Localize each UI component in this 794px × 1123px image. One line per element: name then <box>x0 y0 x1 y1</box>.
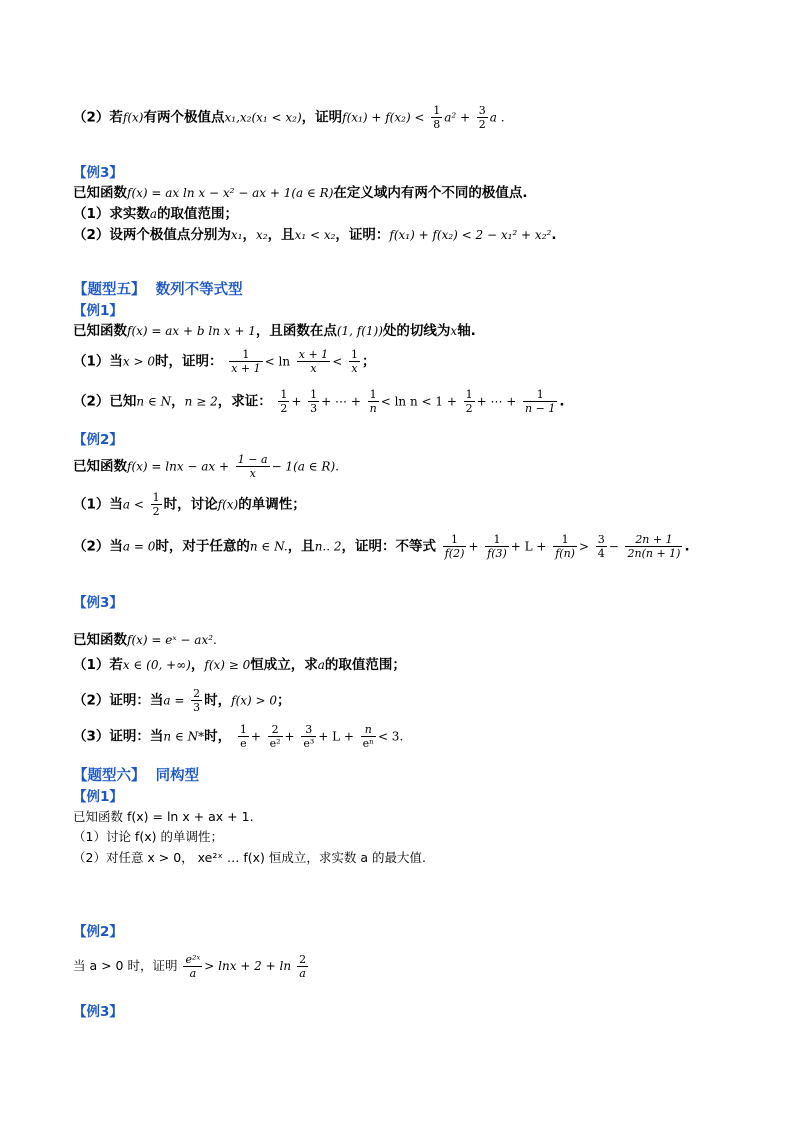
math-expr: − 1(a ∈ R). <box>271 459 339 474</box>
section-tag: 【题型六】 <box>73 768 146 784</box>
math-expr: n ∈ N <box>136 394 172 409</box>
denominator: 2 <box>280 402 288 415</box>
math-expr: < <box>332 354 343 369</box>
denominator: x <box>351 362 358 375</box>
question-line <box>73 348 375 375</box>
math-expr: f(x) = lnx − ax + <box>127 459 230 474</box>
example-label: 【例3】 <box>73 165 123 181</box>
math-expr: f(x) = ax ln x − x² − ax + 1(a ∈ R) <box>127 186 334 200</box>
text: ，证明：不等式 <box>341 538 436 555</box>
denominator: e³ <box>303 737 315 750</box>
math-expr: > lnx + 2 + ln <box>204 959 292 973</box>
text: （3）证明：当 <box>73 728 164 745</box>
math-expr: + <box>250 729 261 744</box>
question-line <box>73 687 291 714</box>
math-expr: x₁ <box>230 228 243 242</box>
denominator: 3 <box>310 402 318 415</box>
given-line <box>73 322 476 340</box>
given-line <box>73 184 528 202</box>
question-line <box>73 205 238 223</box>
denominator: 2 <box>152 505 160 518</box>
question-line <box>73 491 306 518</box>
question-line: （2）对任意 x > 0， xe²ˣ … f(x) 恒成立，求实数 a 的最大值. <box>73 850 426 865</box>
numerator: 1 − a <box>237 453 268 466</box>
text: ； <box>361 353 376 370</box>
denominator: f(3) <box>487 547 507 560</box>
section-title: 数列不等式型 <box>155 282 243 298</box>
text: . <box>559 393 565 410</box>
numerator: 3 <box>478 104 486 117</box>
math-expr: + ⋯ + <box>321 394 361 409</box>
example-label: 【例2】 <box>73 432 123 448</box>
text: （1）当 <box>73 496 123 513</box>
question-line <box>73 656 406 674</box>
denominator: f(2) <box>444 547 465 560</box>
denominator: 4 <box>597 547 605 560</box>
math-expr: a <box>149 207 158 221</box>
section-title: 同构型 <box>155 768 200 784</box>
text: 有两个极值点 <box>143 109 225 126</box>
example-label: 【例1】 <box>73 303 123 319</box>
text: . <box>551 227 557 243</box>
given-line <box>73 453 339 480</box>
math-expr: + <box>468 539 479 554</box>
fraction <box>268 723 283 750</box>
math-expr: a . <box>489 110 505 125</box>
numerator: 1 <box>310 388 318 401</box>
text: ， <box>190 657 205 673</box>
math-expr: n ≥ 2 <box>184 394 218 409</box>
fraction <box>236 453 270 480</box>
denominator: n − 1 <box>525 402 556 415</box>
text: ， <box>171 393 185 410</box>
text: 轴. <box>457 323 476 339</box>
numerator: 1 <box>465 388 473 401</box>
math-expr: f(x) <box>122 110 144 125</box>
fraction <box>229 348 262 375</box>
given-line: 已知函数 f(x) = ln x + ax + 1. <box>73 809 254 824</box>
question-line <box>73 953 310 980</box>
fraction <box>349 348 360 375</box>
fraction <box>301 723 316 750</box>
text: ， <box>242 227 256 243</box>
section-heading <box>73 281 243 299</box>
denominator: eⁿ <box>362 737 374 750</box>
text: （2）当 <box>73 538 123 555</box>
denominator: a <box>299 967 306 980</box>
text: 时，证明： <box>155 353 223 370</box>
numerator: 1 <box>280 388 288 401</box>
part2-top-line <box>73 104 505 131</box>
math-expr: x > 0 <box>122 354 155 369</box>
fraction <box>596 533 607 560</box>
math-expr: f(x) > 0 <box>231 693 278 708</box>
example-label: 【例3】 <box>73 595 123 611</box>
math-expr: x ∈ (0, +∞) <box>122 658 191 672</box>
fraction <box>368 388 379 415</box>
text: . <box>684 538 690 555</box>
fraction <box>151 491 162 518</box>
denominator: e <box>240 737 247 750</box>
math-expr: < ln n < 1 + <box>380 394 457 409</box>
text: 恒成立，求 <box>250 657 318 673</box>
fraction <box>183 953 202 980</box>
text: ，且函数在点 <box>255 323 337 339</box>
numerator: 1 <box>553 533 577 547</box>
math-expr: + L + <box>510 539 547 554</box>
text: 已知函数 <box>73 185 127 201</box>
math-expr: a = 0 <box>122 539 156 554</box>
math-expr: > <box>578 539 590 554</box>
math-expr: x <box>450 324 458 338</box>
text: 处的切线为 <box>382 323 451 339</box>
fraction <box>485 533 509 560</box>
math-expr: n ∈ N* <box>163 729 205 744</box>
denominator: 2 <box>478 118 486 131</box>
text: （1）当 <box>73 353 123 370</box>
example-label: 【例1】 <box>73 789 123 805</box>
text: ，证明 <box>301 109 343 126</box>
numerator: 3 <box>301 723 316 737</box>
math-expr: x₂ <box>255 228 268 242</box>
text: ，证明： <box>335 227 390 243</box>
text: 已知函数 <box>73 458 127 475</box>
numerator: 1 <box>433 104 441 117</box>
math-expr: + <box>284 729 295 744</box>
text: 的取值范围； <box>324 657 406 673</box>
fraction <box>553 533 577 560</box>
numerator: 1 <box>152 491 160 504</box>
denominator: x <box>249 467 256 480</box>
text: （1）求实数 <box>73 206 150 222</box>
question-line <box>73 533 690 560</box>
numerator: 2 <box>268 723 283 737</box>
fraction <box>523 388 557 415</box>
numerator: 2 <box>299 953 307 966</box>
text: （1）若 <box>73 657 123 673</box>
fraction <box>238 723 249 750</box>
math-expr: x₁,x₂(x₁ < x₂) <box>224 110 302 125</box>
denominator: x + 1 <box>231 362 261 375</box>
math-expr: f(x) = eˣ − ax². <box>127 633 217 647</box>
denominator: 8 <box>433 118 441 131</box>
fraction <box>361 723 376 750</box>
numerator: 3 <box>597 533 605 546</box>
section-heading <box>73 767 199 785</box>
fraction <box>464 388 475 415</box>
fraction <box>431 104 442 131</box>
fraction <box>625 533 682 560</box>
question-line <box>73 388 564 415</box>
numerator: e²ˣ <box>185 953 201 966</box>
math-expr: n.. 2 <box>314 539 342 554</box>
text: （2）设两个极值点分别为 <box>73 227 231 243</box>
question-label: （2）若 <box>73 109 123 126</box>
denominator: 2n(n + 1) <box>627 547 681 560</box>
math-expr: a <box>317 658 325 672</box>
denominator: n <box>369 402 377 415</box>
numerator: 1 <box>523 388 557 402</box>
math-expr: f(x) = ax + b ln x + 1 <box>127 324 256 338</box>
text: （2）证明：当 <box>73 692 164 709</box>
math-expr: a < <box>122 497 144 512</box>
math-expr: a = <box>163 693 185 708</box>
text: 时，讨论 <box>163 496 218 513</box>
question-line <box>73 723 403 750</box>
numerator: 2n + 1 <box>625 533 682 547</box>
math-expr: + <box>291 394 302 409</box>
text: ，且 <box>267 227 295 243</box>
math-expr: (1, f(1)) <box>336 324 383 338</box>
math-expr: f(x) ≥ 0 <box>204 658 251 672</box>
math-expr: + ⋯ + <box>476 394 517 409</box>
math-expr: n ∈ N. <box>249 539 288 554</box>
numerator: 1 <box>229 348 262 362</box>
text: ，且 <box>287 538 315 555</box>
fraction <box>297 348 330 375</box>
text: 已知函数 <box>73 632 127 648</box>
text: 当 a > 0 时，证明 <box>73 958 178 973</box>
numerator: x + 1 <box>298 348 329 361</box>
text: 时， <box>204 728 232 745</box>
example-label: 【例2】 <box>73 924 123 940</box>
text: ，求证： <box>217 393 272 410</box>
text: ； <box>277 692 291 709</box>
text: （2）已知 <box>73 393 137 410</box>
numerator: 1 <box>485 533 509 547</box>
math-expr: + L + <box>318 729 354 744</box>
math-expr: f(x₁) + f(x₂) < <box>342 110 425 125</box>
math-expr: f(x) <box>217 497 239 512</box>
math-expr: a² + <box>444 110 471 125</box>
numerator: 1 <box>443 533 467 547</box>
math-expr: − <box>608 539 619 554</box>
text: 时，对于任意的 <box>155 538 250 555</box>
denominator: x <box>310 362 317 375</box>
denominator: 2 <box>465 402 473 415</box>
math-expr: f(x₁) + f(x₂) < 2 − x₁² + x₂² <box>389 228 552 242</box>
math-expr: < 3. <box>377 729 404 744</box>
numerator: 1 <box>368 388 379 402</box>
question-line: （1）讨论 f(x) 的单调性； <box>73 829 223 844</box>
numerator: 1 <box>350 348 358 361</box>
numerator: n <box>361 723 376 737</box>
section-tag: 【题型五】 <box>73 282 146 298</box>
denominator: a <box>189 967 197 980</box>
fraction <box>278 388 289 415</box>
math-expr: x₁ < x₂ <box>294 228 336 242</box>
text: 已知函数 <box>73 323 127 339</box>
text: 的取值范围； <box>157 206 239 222</box>
math-expr: < ln <box>264 354 291 369</box>
denominator: f(n) <box>555 547 575 560</box>
fraction <box>191 687 202 714</box>
denominator: e² <box>269 737 281 750</box>
denominator: 3 <box>193 701 201 714</box>
text: 时， <box>204 692 232 709</box>
fraction <box>297 953 308 980</box>
fraction <box>443 533 467 560</box>
numerator: 2 <box>193 687 201 700</box>
fraction <box>477 104 488 131</box>
example-label: 【例3】 <box>73 1004 123 1020</box>
text: 的单调性； <box>238 496 306 513</box>
numerator: 1 <box>239 723 247 736</box>
fraction <box>308 388 319 415</box>
question-line <box>73 226 556 244</box>
text: 在定义域内有两个不同的极值点. <box>333 185 528 201</box>
given-line <box>73 631 217 649</box>
